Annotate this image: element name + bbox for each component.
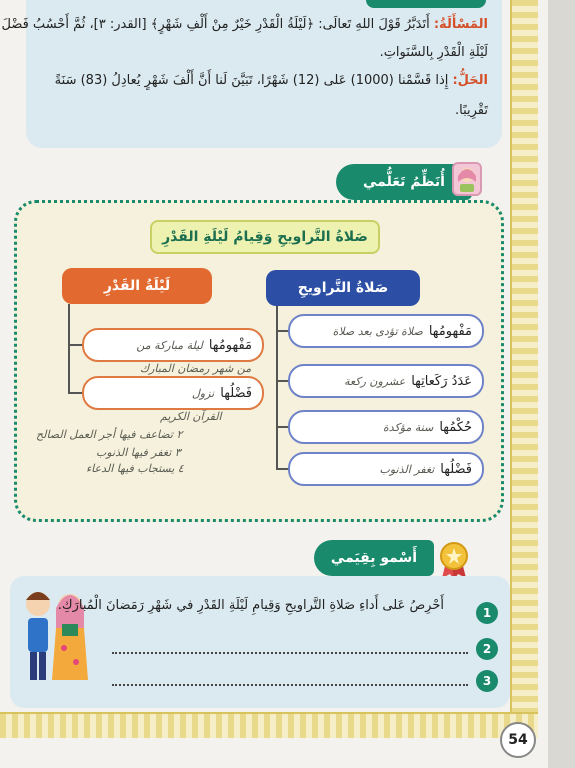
item-label: مَفْهومُها: [208, 337, 252, 353]
solution-text-2: تَقْرِيبًا.: [454, 103, 488, 118]
row-number-3: 3: [476, 670, 498, 692]
item-label: فَضْلُها: [220, 385, 252, 401]
handwritten-answer: سنة مؤكدة: [383, 420, 434, 434]
item-label: عَدَدُ رَكَعاتِها: [411, 373, 472, 389]
problem-line-2: [40, 42, 488, 64]
connector-tick: [276, 468, 288, 470]
category-taraweeh-label: صَلاةُ التَّراويحِ: [297, 280, 389, 296]
handwritten-answer: تغفر الذنوب: [379, 462, 435, 476]
category-laylat-alqadr-label: لَيْلَةُ القَدْرِ: [103, 278, 171, 294]
row-number-1: 1: [476, 602, 498, 624]
handwritten-note: من شهر رمضان المبارك: [140, 362, 252, 375]
taraweeh-concept-field[interactable]: [288, 314, 484, 348]
answer-line-2[interactable]: [112, 652, 468, 654]
handwritten-answer: ليلة مباركة من: [136, 338, 203, 352]
item-label: فَضْلُها: [440, 461, 472, 477]
handwritten-note: ٢ تضاعف فيها أجر العمل الصالح: [36, 428, 183, 441]
handwritten-answer: عشرون ركعة: [344, 374, 406, 388]
girl-reading-icon: [452, 162, 482, 196]
decorative-border-right: [510, 0, 538, 720]
organizer-title: [150, 220, 380, 254]
section-tab-decoration: [366, 0, 486, 8]
category-taraweeh: [266, 270, 420, 306]
handwritten-note: ٤ يستجاب فيها الدعاء: [86, 462, 184, 475]
solution-line-1: [40, 70, 488, 92]
problem-label: المَسْأَلَةُ:: [433, 17, 488, 32]
problem-text: أَتَدَبَّرُ قَوْلَ اللهِ تَعالَى: ﴿لَيْلَةُ الْقَدْرِ خَيْرٌ مِنْ أَلْفِ شَهْرٍ﴾ [القدر: ٣]، ثُمَّ أَحْسُبُ فَضْلَ: [1, 17, 430, 32]
handwritten-note: القرآن الكريم: [160, 410, 222, 423]
handwritten-answer: نزول: [191, 386, 215, 400]
values-tag: [314, 540, 434, 576]
solution-label: الحَلُّ:: [452, 73, 488, 88]
values-tag-label: أَسْمو بِقِيَمي: [330, 550, 418, 566]
taraweeh-ruling-field[interactable]: [288, 410, 484, 444]
page-number-text: 54: [508, 732, 528, 748]
connector-tick: [68, 344, 82, 346]
solution-text: إِذا قَسَّمْنا (1000) عَلى (12) شَهْرًا، تَبَيَّنَ لَنا أَنَّ أَلْفَ شَهْرٍ يُعادِلُ (83) سَنَةً: [54, 73, 449, 88]
problem-solution-box: [1, 0, 502, 148]
handwritten-answer: صلاة تؤدى بعد صلاة: [332, 324, 423, 338]
item-label: مَفْهومُها: [428, 323, 472, 339]
connector-line-left: [68, 304, 70, 394]
qadr-concept-field[interactable]: [82, 328, 264, 362]
handwritten-note: ٣ تغفر فيها الذنوب: [96, 446, 181, 459]
answer-line-3[interactable]: [112, 684, 468, 686]
page-number: [500, 722, 536, 758]
category-laylat-alqadr: [62, 268, 212, 304]
connector-tick: [276, 330, 288, 332]
decorative-border-bottom: [0, 712, 538, 738]
value-statement-1: أَحْرِصُ عَلى أَداءِ صَلاةِ التَّراويحِ وَقِيامِ لَيْلَةِ القَدْرِ في شَهْرِ رَمَضانَ الْمُبارَكِ.: [57, 598, 444, 613]
connector-tick: [276, 426, 288, 428]
connector-tick: [276, 380, 288, 382]
solution-line-2: [40, 100, 488, 122]
problem-line-1: [1, 14, 488, 36]
medal-icon: [440, 540, 470, 574]
connector-tick: [68, 392, 82, 394]
item-label: حُكْمُها: [439, 419, 472, 435]
taraweeh-virtue-field[interactable]: [288, 452, 484, 486]
taraweeh-rakaat-field[interactable]: [288, 364, 484, 398]
organizer-title-text: صَلاةُ التَّراويحِ وَقِيامُ لَيْلَةِ القَدْرِ: [162, 229, 368, 245]
problem-text-2: لَيْلَةِ الْقَدْرِ بِالسَّنَواتِ.: [379, 45, 488, 60]
organize-learning-label: أُنَظِّمُ تَعَلُّمي: [363, 174, 445, 190]
qadr-virtue-field[interactable]: [82, 376, 264, 410]
row-number-2: 2: [476, 638, 498, 660]
